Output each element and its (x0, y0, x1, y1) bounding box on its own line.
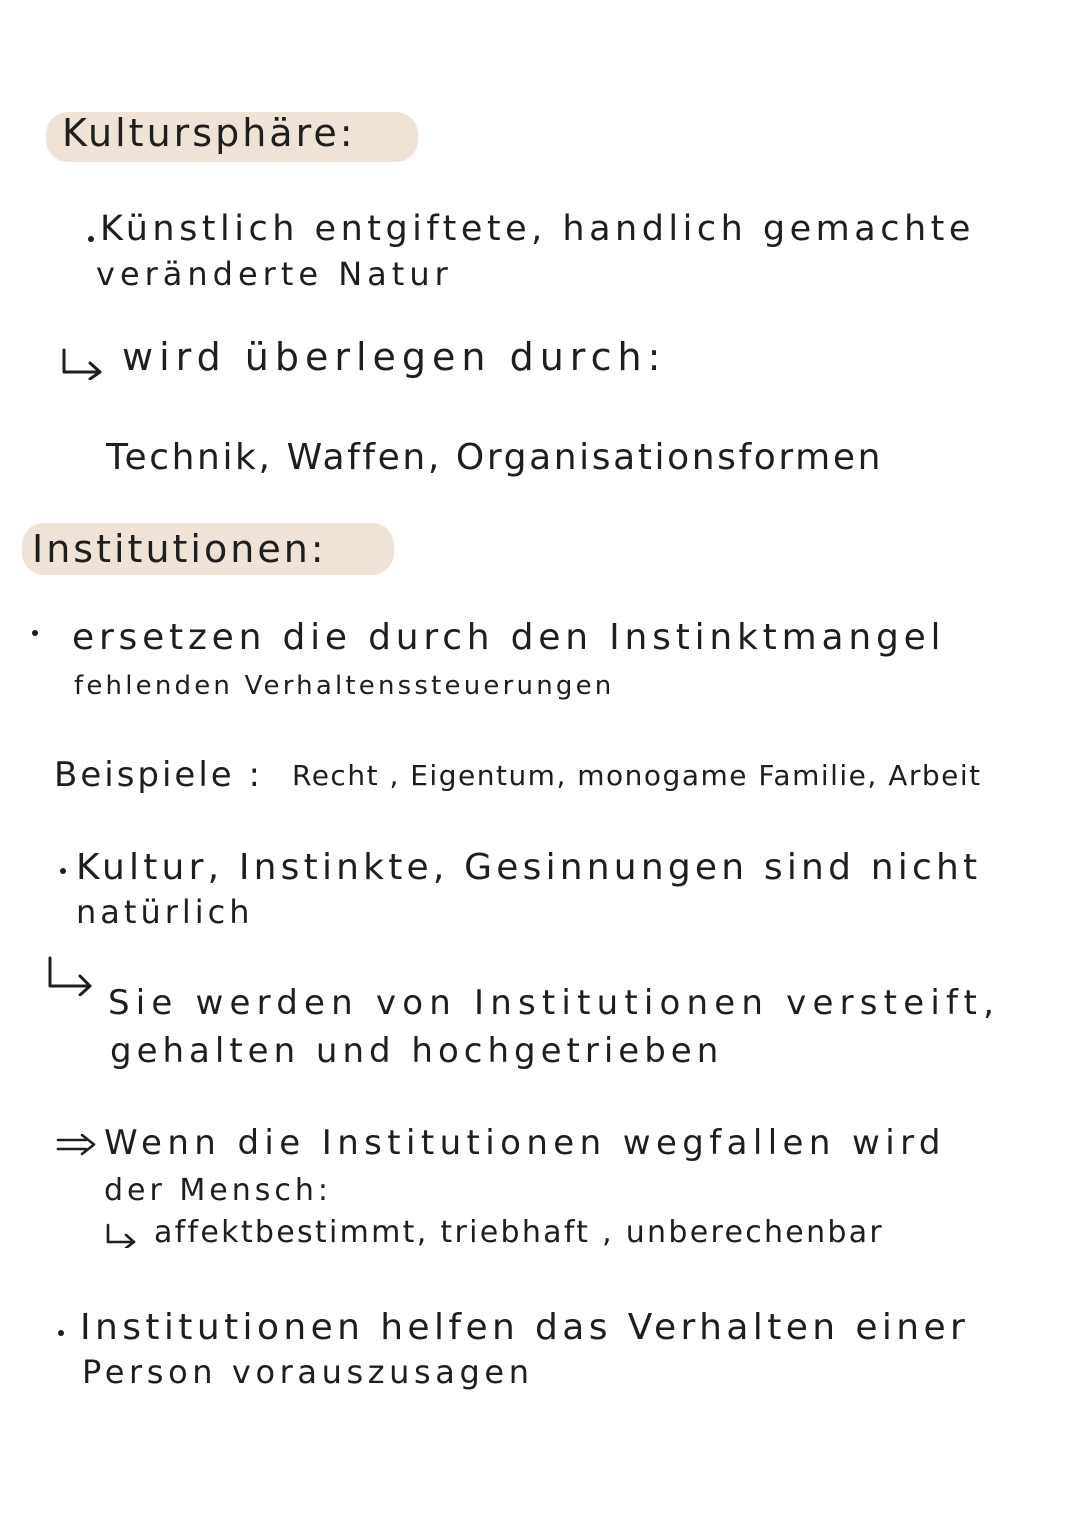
text-line: veränderte Natur (96, 255, 453, 293)
bullet-point (60, 868, 66, 874)
examples-label: Beispiele : (54, 755, 263, 795)
text-line: Institutionen helfen das Verhalten einer (80, 1307, 970, 1348)
text-line: Technik, Waffen, Organisationsformen (106, 437, 884, 478)
text-line: wird überlegen durch: (122, 335, 667, 379)
text-line: Person vorauszusagen (82, 1353, 534, 1391)
text-line: Künstlich entgiftete, handlich gemachte (100, 209, 975, 249)
bullet-point (88, 236, 94, 242)
implies-arrow-icon (56, 1134, 100, 1156)
section-heading-institutionen: Institutionen: (32, 527, 327, 571)
bullet-point (58, 1330, 64, 1336)
arrow-icon (44, 954, 100, 996)
text-line: der Mensch: (104, 1173, 332, 1208)
text-line: natürlich (76, 893, 254, 931)
text-line: affektbestimmt, triebhaft , unberechenbar (154, 1215, 885, 1250)
text-line: Wenn die Institutionen wegfallen wird (104, 1123, 946, 1163)
text-line: Kultur, Instinkte, Gesinnungen sind nicht (76, 847, 982, 888)
section-heading-kultursphaere: Kultursphäre: (62, 111, 356, 155)
text-line: Sie werden von Institutionen versteift, (108, 983, 1001, 1023)
bullet-point (32, 630, 38, 636)
text-line: ersetzen die durch den Instinktmangel (72, 617, 946, 658)
text-line: gehalten und hochgetrieben (110, 1031, 724, 1071)
examples-list: Recht , Eigentum, monogame Familie, Arbeit (292, 759, 982, 792)
arrow-icon (104, 1222, 140, 1248)
arrow-icon (60, 346, 108, 380)
text-line: fehlenden Verhaltenssteuerungen (74, 671, 615, 701)
